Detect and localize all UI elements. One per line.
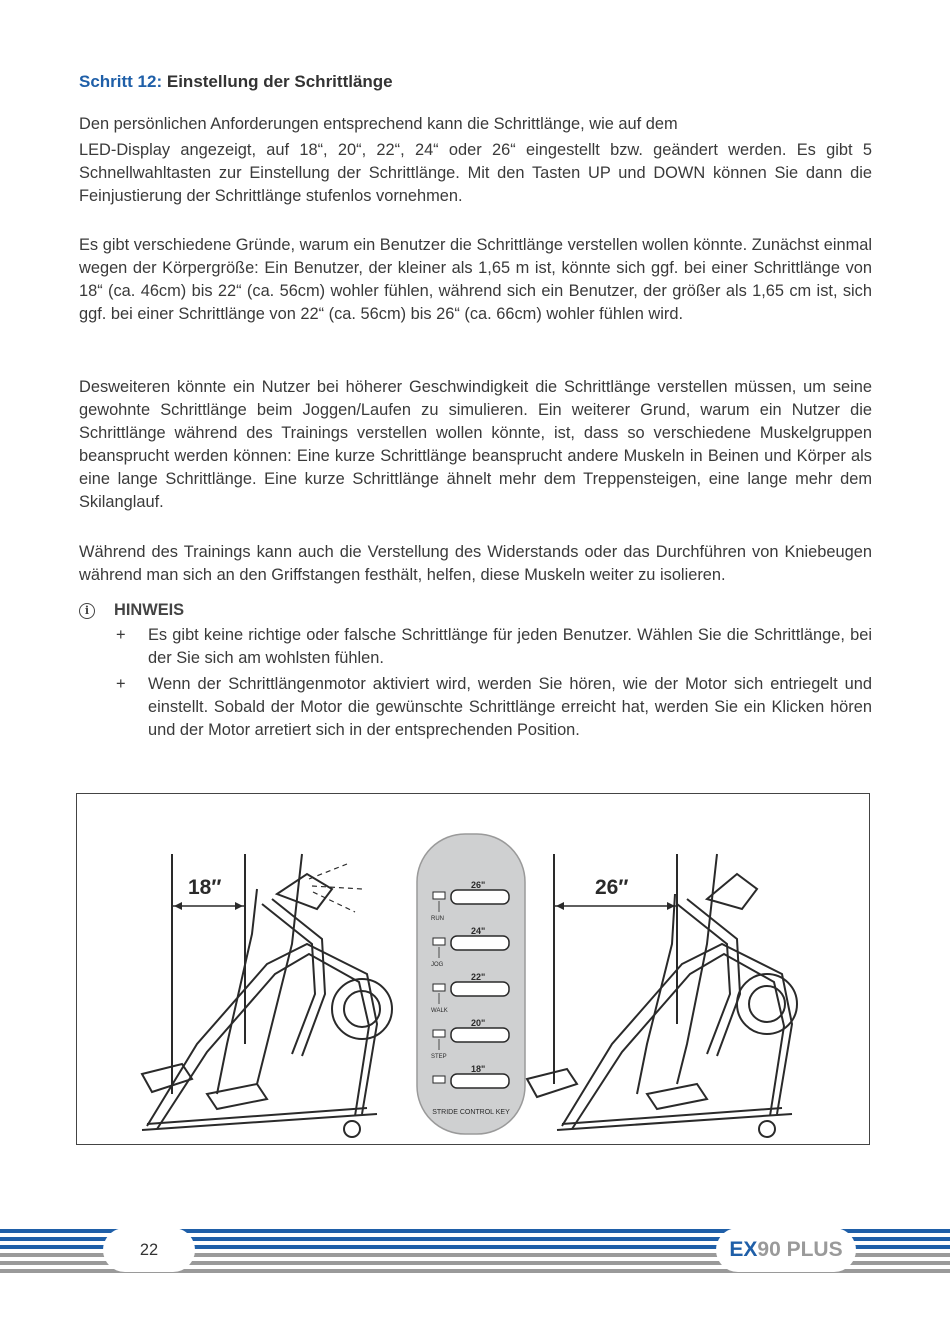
mode-label: RUN [431,916,444,922]
brand-rest: 90 PLUS [757,1238,843,1261]
mode-label: JOG [431,962,444,968]
led-indicator [433,1076,445,1083]
stride-button-label: 20" [471,1018,486,1028]
elliptical-machine-left-icon [142,854,392,1137]
panel-caption: STRIDE CONTROL KEY [432,1109,510,1116]
note-item-text: Es gibt keine richtige oder falsche Schrittlänge für jeden Benutzer. Wählen Sie die Schrittlänge, bei der Sie sich am wohlsten fühlen. [148,626,872,667]
right-stride-label: 26″ [595,876,629,899]
mode-label: STEP [431,1054,447,1060]
elliptical-machine-right-icon [527,854,797,1137]
paragraph-4: Während des Trainings kann auch die Verstellung des Widerstands oder das Durchführen von Kniebeugen während man sich an den Griffstangen festhält, helfen, diese Muskeln weiter zu isolieren. [79,543,872,584]
page-footer [0,1225,950,1275]
paragraph-1-line-1: Den persönlichen Anforderungen entsprechend kann die Schrittlänge, wie auf dem [79,115,678,133]
stride-control-panel [417,834,525,1134]
stride-figure [76,793,870,1145]
note-item [116,673,872,743]
note-item [116,624,872,670]
paragraph-2: Es gibt verschiedene Gründe, warum ein Benutzer die Schrittlänge verstellen wollen könnte. Zunächst einmal wegen der Körpergröße: Ein Benutzer, der kleiner als 1,65 m ist, könnte sich ggf. bei einer Schrittlänge von 18“ (ca. 46cm) bis 22“ (ca. 56cm) wohler fühlen, während sich ein Benutzer, der größer als 1,65 cm ist, sich ggf. bei einer Schrittlänge von 22“ (ca. 56cm) bis 26“ (ca. 66cm) wohler fühlen wird. [79,236,872,323]
led-indicator [433,984,445,991]
stride-illustration [77,794,868,1143]
step-label: Schritt 12: [79,72,163,91]
stride-button [451,982,509,996]
stride-button [451,890,509,904]
plus-bullet-icon: + [116,675,126,693]
note-heading [79,601,184,620]
stride-button [451,936,509,950]
stride-button-label: 22" [471,972,486,982]
stride-button-label: 18" [471,1064,486,1074]
stride-button-label: 26" [471,880,486,890]
stride-button-label: 24" [471,926,486,936]
stride-button [451,1028,509,1042]
paragraph-1: LED-Display angezeigt, auf 18“, 20“, 22“, 24“ oder 26“ eingestellt bzw. geändert werden. Es gibt 5 Schnellwahltasten zur Einstellung der Schrittlänge. Mit den Tasten UP und DOWN können Sie dann die Feinjustierung der Schrittlänge stufenlos vornehmen. [79,141,872,205]
info-icon: i [79,603,95,619]
section-heading [79,72,393,92]
brand-logo [716,1228,856,1272]
brand-bold: EX [729,1238,758,1261]
stride-button [451,1074,509,1088]
mode-label: WALK [431,1008,448,1014]
note-title: HINWEIS [114,601,185,619]
led-indicator [433,1030,445,1037]
led-indicator [433,892,445,899]
led-indicator [433,938,445,945]
note-item-text: Wenn der Schrittlängenmotor aktiviert wird, werden Sie hören, wie der Motor sich entriegelt und einstellt. Sobald der Motor die gewünschte Schrittlänge erreicht hat, werden Sie ein Klicken hören und der Motor arretiert sich in der entsprechenden Position. [148,675,872,739]
left-stride-label: 18″ [188,876,222,899]
paragraph-3: Desweiteren könnte ein Nutzer bei höherer Geschwindigkeit die Schrittlänge verstellen müssen, um seine gewohnte Schrittlänge beim Joggen/Laufen zu simulieren. Ein weiterer Grund, warum ein Nutzer die Schrittlänge während des Trainings verstellen wollen könnte, ist, dass so verschiedene Muskelgruppen beansprucht werden können: Eine kurze Schrittlänge beansprucht andere Muskeln in Beinen und Körper als eine lange Schrittlänge. Eine kurze Schrittlänge ähnelt mehr dem Treppensteigen, eine lange mehr dem Skilanglauf. [79,378,872,511]
plus-bullet-icon: + [116,626,126,644]
step-title: Einstellung der Schrittlänge [166,72,393,91]
page-number: 22 [103,1228,195,1272]
